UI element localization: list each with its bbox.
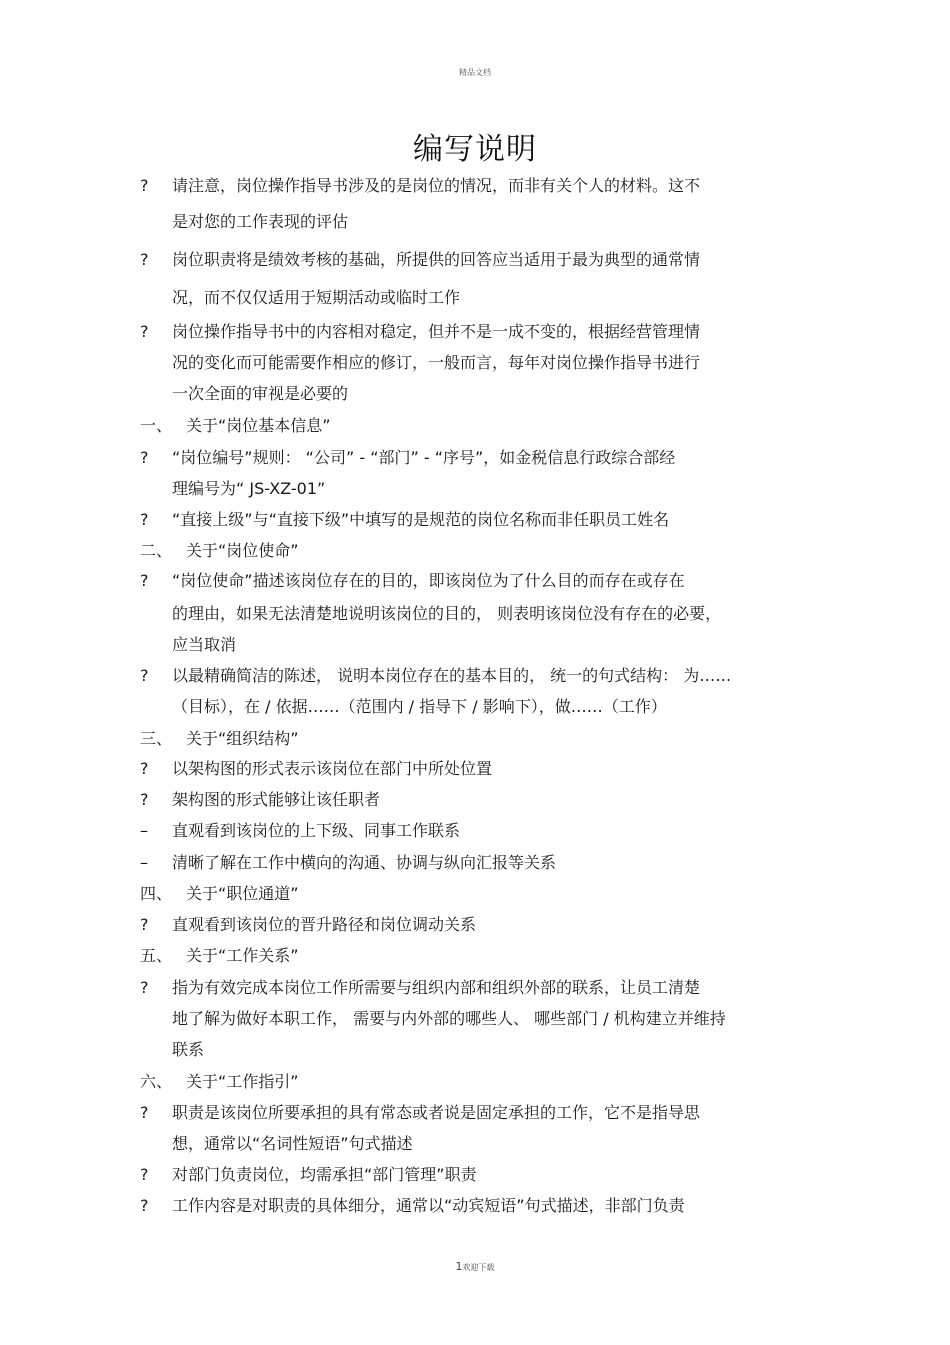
section-title: 关于“工作指引”: [186, 1072, 299, 1091]
list-item-continuation: 地了解为做好本职工作， 需要与内外部的哪些人、 哪些部门 / 机构建立并维持: [172, 1009, 726, 1028]
bullet-marker: –: [140, 853, 148, 872]
bullet-marker: ?: [140, 1103, 149, 1122]
list-item-text: 架构图的形式能够让该任职者: [172, 790, 381, 809]
section-number: 四、: [140, 884, 173, 903]
list-item-continuation: 应当取消: [172, 635, 237, 654]
section-title: 关于“岗位基本信息”: [186, 416, 331, 435]
bullet-marker: ?: [140, 510, 149, 529]
section-number: 五、: [140, 946, 173, 965]
page-title: 编写说明: [413, 132, 537, 167]
bullet-marker: –: [140, 821, 148, 840]
list-item-continuation: （目标），在 / 依据……（范围内 / 指导下 / 影响下），做……（工作）: [172, 697, 667, 716]
header-note: 精品文档: [459, 68, 491, 77]
bullet-marker: ?: [140, 759, 149, 778]
section-title: 关于“工作关系”: [186, 946, 299, 965]
list-item-text: 请注意，岗位操作指导书涉及的是岗位的情况，而非有关个人的材料。这不: [172, 176, 701, 195]
bullet-marker: ?: [140, 176, 149, 195]
page-number: 1: [455, 1260, 463, 1273]
list-item-text: 直观看到该岗位的上下级、同事工作联系: [172, 821, 461, 840]
list-item-text: 以最精确简洁的陈述， 说明本岗位存在的基本目的， 统一的句式结构： 为……: [172, 666, 732, 685]
bullet-marker: ?: [140, 666, 149, 685]
bullet-marker: ?: [140, 1196, 149, 1215]
section-number: 一、: [140, 416, 173, 435]
list-item-continuation: 联系: [172, 1040, 205, 1059]
list-item-text: “直接上级”与“直接下级”中填写的是规范的岗位名称而非任职员工姓名: [172, 510, 670, 529]
section-title: 关于“职位通道”: [186, 884, 299, 903]
bullet-marker: ?: [140, 978, 149, 997]
list-item-text: 岗位职责将是绩效考核的基础，所提供的回答应当适用于最为典型的通常情: [172, 250, 701, 269]
list-item-continuation: 况的变化而可能需要作相应的修订，一般而言，每年对岗位操作指导书进行: [172, 353, 701, 372]
bullet-marker: ?: [140, 250, 149, 269]
page-footer: [0, 1260, 950, 1273]
section-number: 二、: [140, 541, 173, 560]
bullet-marker: ?: [140, 571, 149, 590]
list-item-text: 清晰了解在工作中横向的沟通、协调与纵向汇报等关系: [172, 853, 557, 872]
bullet-marker: ?: [140, 790, 149, 809]
bullet-marker: ?: [140, 915, 149, 934]
list-item-continuation: 理编号为“ JS-XZ-01”: [172, 479, 326, 498]
list-item-text: 对部门负责岗位，均需承担“部门管理”职责: [172, 1165, 477, 1184]
list-item-text: 直观看到该岗位的晋升路径和岗位调动关系: [172, 915, 477, 934]
list-item-continuation: 是对您的工作表现的评估: [172, 212, 349, 231]
list-item-continuation: 一次全面的审视是必要的: [172, 384, 349, 403]
bullet-marker: ?: [140, 1165, 149, 1184]
footer-text: 欢迎下载: [462, 1263, 495, 1272]
list-item-text: “岗位使命”描述该岗位存在的目的，即该岗位为了什么目的而存在或存在: [172, 571, 685, 590]
section-number: 三、: [140, 729, 173, 748]
list-item-text: 指为有效完成本岗位工作所需要与组织内部和组织外部的联系，让员工清楚: [172, 978, 701, 997]
section-title: 关于“组织结构”: [186, 729, 299, 748]
bullet-marker: ?: [140, 322, 149, 341]
section-number: 六、: [140, 1072, 173, 1091]
list-item-continuation: 的理由，如果无法清楚地说明该岗位的目的， 则表明该岗位没有存在的必要，: [172, 604, 722, 623]
section-title: 关于“岗位使命”: [186, 541, 299, 560]
bullet-marker: ?: [140, 448, 149, 467]
list-item-text: “岗位编号”规则： “公司” - “部门” - “序号”，如金税信息行政综合部经: [172, 448, 676, 467]
list-item-continuation: 况，而不仅仅适用于短期活动或临时工作: [172, 288, 461, 307]
list-item-text: 职责是该岗位所要承担的具有常态或者说是固定承担的工作，它不是指导思: [172, 1103, 701, 1122]
list-item-continuation: 想，通常以“名词性短语”句式描述: [172, 1134, 413, 1153]
list-item-text: 以架构图的形式表示该岗位在部门中所处位置: [172, 759, 493, 778]
list-item-text: 工作内容是对职责的具体细分，通常以“动宾短语”句式描述，非部门负责: [172, 1196, 685, 1215]
list-item-text: 岗位操作指导书中的内容相对稳定，但并不是一成不变的，根据经营管理情: [172, 322, 701, 341]
